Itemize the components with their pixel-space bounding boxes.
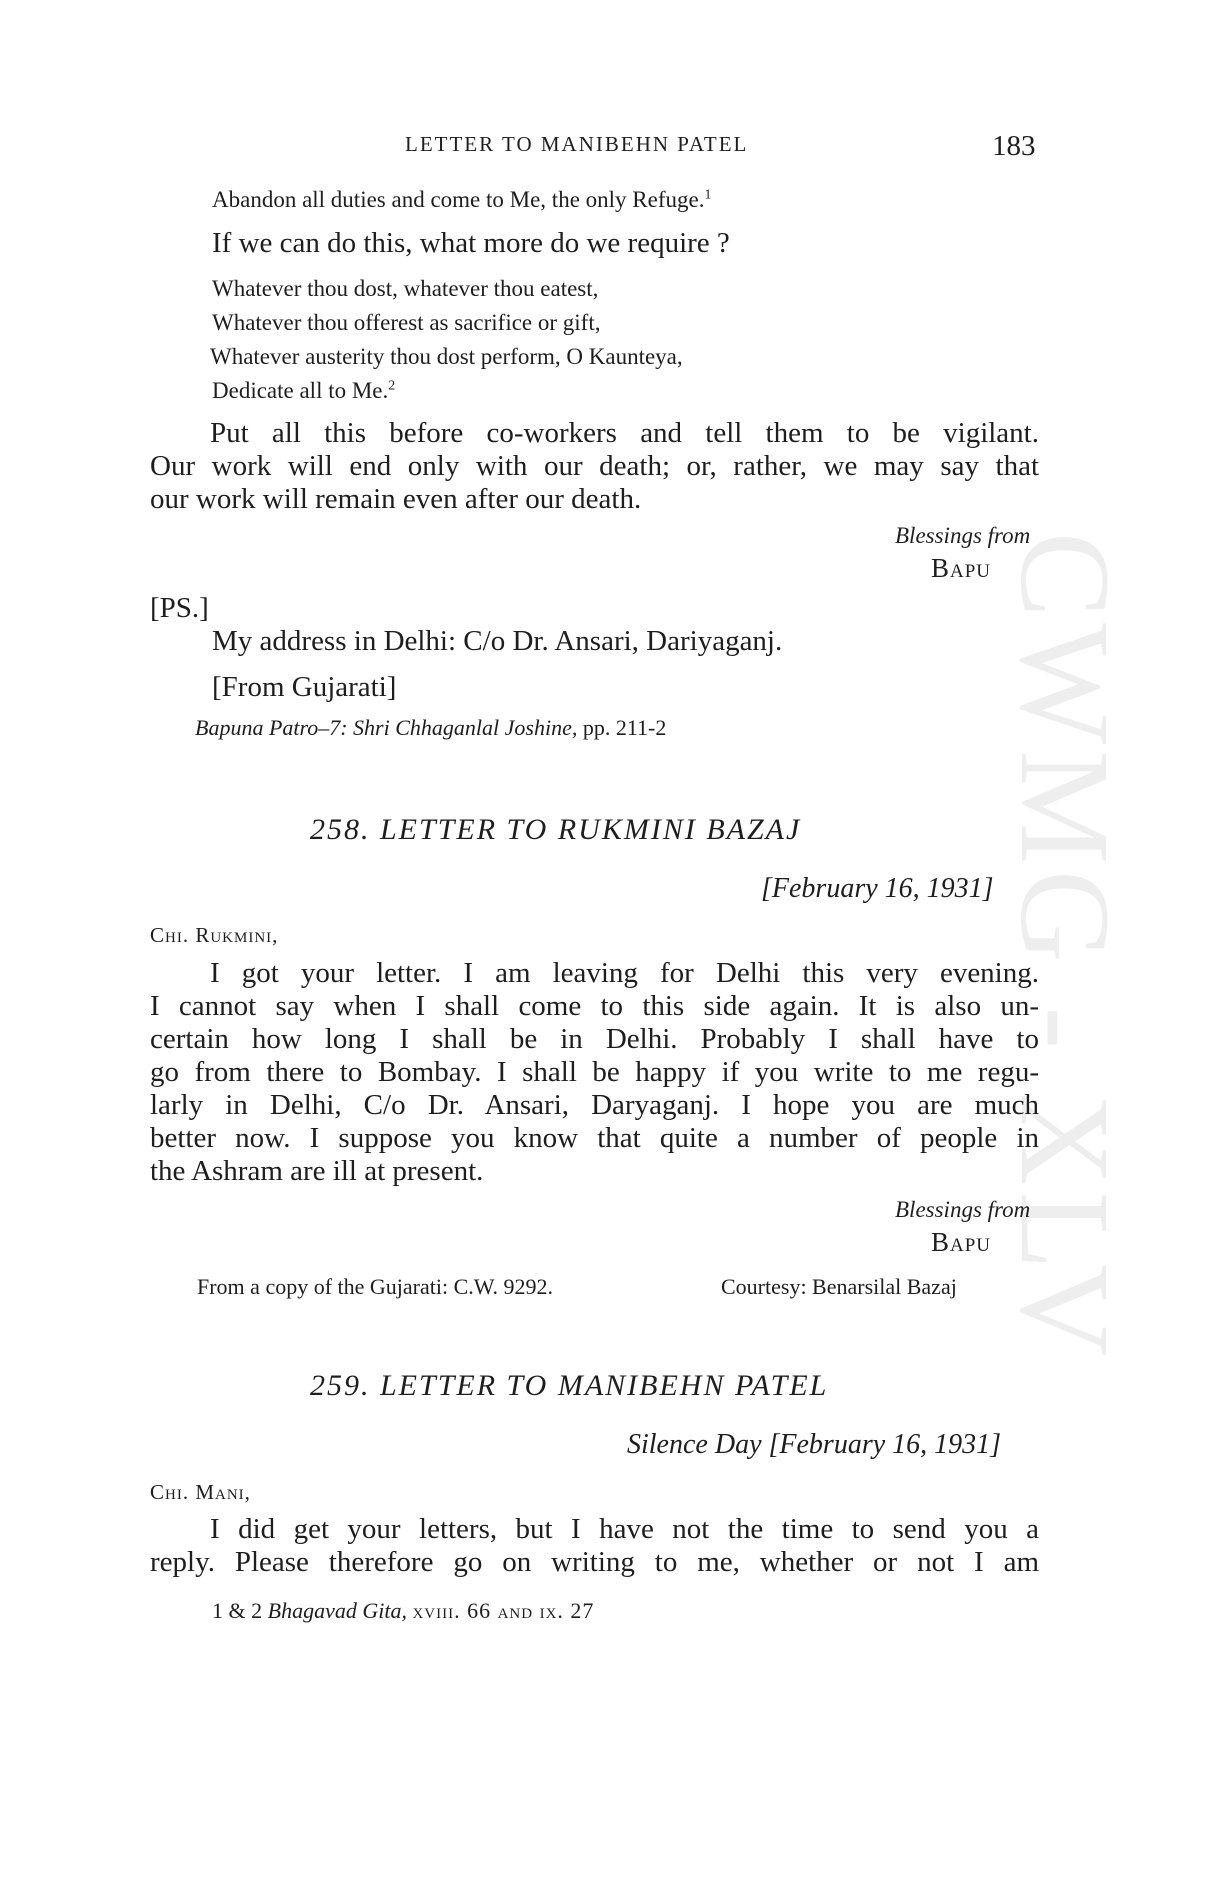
date-letter-259: Silence Day [February 16, 1931] (627, 1429, 1002, 1460)
footnote-marks: 1 & 2 (212, 1598, 263, 1623)
verse-refuge (212, 187, 711, 213)
ps-address: My address in Delhi: C/o Dr. Ansari, Dariyaganj. (212, 625, 783, 657)
para-line: Put all this before co-workers and tell them to be vigilant. (210, 417, 1039, 449)
body-line: I got your letter. I am leaving for Delhi this very evening. (210, 957, 1039, 989)
blessings-from-1: Blessings from (895, 523, 1031, 548)
watermark: CWMG - XLV (994, 531, 1136, 1363)
footnote (212, 1598, 594, 1624)
footnote-ref: xviii. 66 and ix. 27 (412, 1598, 595, 1623)
body-line: I cannot say when I shall come to this side again. It is also un- (150, 990, 1039, 1022)
blessings-from-2: Blessings from (895, 1197, 1031, 1222)
salutation-mani: Chi. Mani, (150, 1480, 251, 1504)
body-letter-259 (150, 1513, 1039, 1579)
source-citation-2: From a copy of the Gujarati: C.W. 9292. (197, 1274, 554, 1299)
running-title: LETTER TO MANIBEHN PATEL (405, 132, 749, 156)
courtesy-note: Courtesy: Benarsilal Bazaj (721, 1274, 957, 1299)
from-gujarati: [From Gujarati] (212, 671, 397, 703)
body-line: go from there to Bombay. I shall be happy if you write to me regu- (150, 1056, 1039, 1088)
source-pages: pp. 211-2 (582, 715, 667, 740)
footnote-work: Bhagavad Gita, (267, 1598, 407, 1623)
verse-line-3: Whatever austerity thou dost perform, O Kaunteya, (210, 344, 683, 369)
signature-bapu-1: Bapu (931, 553, 992, 583)
heading-letter-259: 259. LETTER TO MANIBEHN PATEL (310, 1369, 829, 1402)
body-line: certain how long I shall be in Delhi. Probably I shall have to (150, 1023, 1039, 1055)
body-line: larly in Delhi, C/o Dr. Ansari, Daryaganj. I hope you are much (150, 1089, 1039, 1121)
body-line: better now. I suppose you know that quite a number of people in (150, 1122, 1039, 1154)
ps-label: [PS.] (150, 592, 209, 624)
footnote-marker-2: 2 (388, 377, 396, 393)
verse-line-4 (212, 378, 395, 404)
body-line: reply. Please therefore go on writing to me, whether or not I am (150, 1546, 1039, 1578)
source-book-title: Bapuna Patro–7: Shri Chhaganlal Joshine, (195, 715, 578, 740)
body-line: I did get your letters, but I have not the time to send you a (210, 1513, 1039, 1545)
source-citation-1 (195, 715, 666, 741)
footnote-marker-1: 1 (704, 186, 712, 202)
paragraph-coworkers (150, 417, 1039, 516)
date-letter-258: [February 16, 1931] (761, 873, 994, 904)
body-letter-258 (150, 957, 1039, 1188)
signature-bapu-2: Bapu (931, 1227, 992, 1257)
verse-line-2: Whatever thou offerest as sacrifice or gift, (212, 310, 601, 335)
verse-line-1: Whatever thou dost, whatever thou eatest, (212, 276, 599, 301)
para-line: our work will remain even after our death. (150, 483, 642, 515)
verse-refuge-text: Abandon all duties and come to Me, the only Refuge. (212, 187, 705, 212)
page-number: 183 (992, 130, 1036, 162)
question-line: If we can do this, what more do we require ? (212, 227, 730, 259)
para-line: Our work will end only with our death; or, rather, we may say that (150, 450, 1039, 482)
heading-letter-258: 258. LETTER TO RUKMINI BAZAJ (310, 813, 802, 846)
body-line: the Ashram are ill at present. (150, 1155, 484, 1187)
verse-line-4-text: Dedicate all to Me. (212, 378, 389, 403)
salutation-rukmini: Chi. Rukmini, (150, 923, 279, 947)
